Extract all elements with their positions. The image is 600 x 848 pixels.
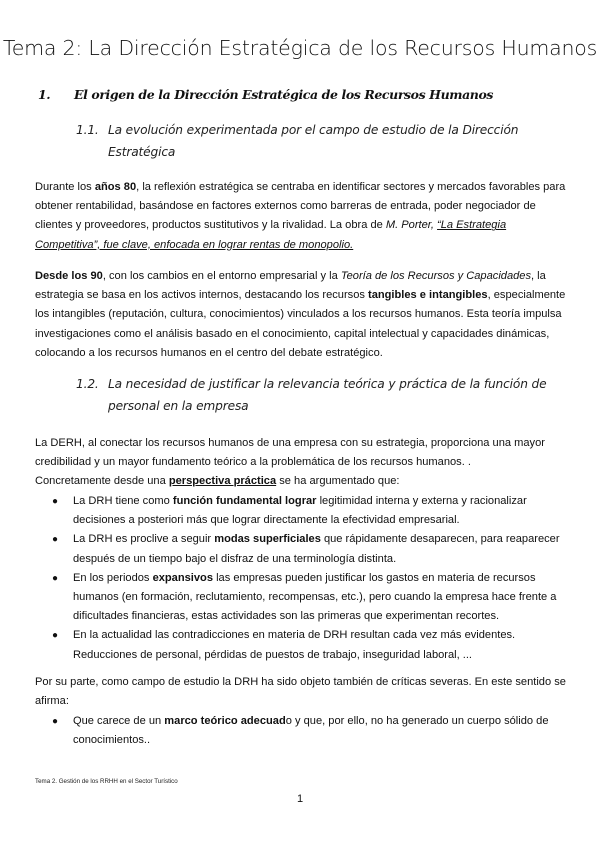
italic-text: Teoría de los Recursos y Capacidades <box>340 270 532 282</box>
page-title: Tema 2: La Dirección Estratégica de los Recursos Humanos <box>2 36 598 60</box>
section-number: 1. <box>38 87 51 102</box>
list-item: ● En los periodos expansivos las empresas pueden justificar los gastos en materia de recursos humanos (en formación, reclutamiento, recompensas, etc.), pero cuando la empresa hace frente a dificultades financieras, estas actividades son las primeras que experimentan recortes. <box>35 569 570 627</box>
text: , la estrategia se basa en los activos internos, destacando los recursos <box>35 270 546 302</box>
list-item: ● Que carece de un marco teórico adecuado y que, por ello, no ha generado un cuerpo sólido de conocimientos.. <box>35 712 570 750</box>
paragraph-2 <box>35 267 570 363</box>
subsection-line-1: La necesidad de justificar la relevancia teórica y práctica de la función de <box>108 377 547 391</box>
section-label: El origen de la Dirección Estratégica de los Recursos Humanos <box>74 87 494 102</box>
text: , la reflexión estratégica se centraba en identificar sectores y mercados favorables para obtener rentabilidad, basándose en factores externos como barreras de entrada, poder negociador de clientes y proveedores, productos sustitutivos y la rivalidad. La obra de <box>35 181 566 232</box>
bullet-list-2 <box>35 712 570 750</box>
subsection-heading-1-2 <box>76 374 546 417</box>
bold-text: Desde los 90 <box>35 270 103 282</box>
subsection-heading-1-1 <box>76 120 518 163</box>
text: La DERH, al conectar los recursos humanos de una empresa con su estrategia, proporciona una mayor credibilidad y un mayor fundamento teórico a la problemática de los recursos humanos. . <box>35 437 545 469</box>
text: Concretamente desde una <box>35 475 169 488</box>
bold-text: años 80 <box>94 181 137 193</box>
bold-underlined-text: perspectiva práctica <box>168 475 277 488</box>
text: se ha argumentado que: <box>276 475 400 488</box>
subsection-number: 1.1. <box>76 123 99 137</box>
underlined-citation: “La Estrategia Competitiva”, fue clave, enfocada en lograr rentas de monopolio. <box>35 219 507 251</box>
list-item: ● En la actualidad las contradicciones en materia de DRH resultan cada vez más evidentes. Reducciones de personal, pérdidas de puestos de trabajo, inseguridad laboral, ... <box>35 626 570 664</box>
bold-text: tangibles e intangibles <box>368 289 488 302</box>
page-footer: Tema 2. Gestión de los RRHH en el Sector Turístico <box>35 778 178 785</box>
text: , especialmente los intangibles (reputación, cultura, conocimientos) vinculados a los recursos humanos. Esta teoría impulsa investigaciones como el análisis basado en el conocimiento, capital intelectual y capacidades dinámicas, colocando a los recursos humanos en el centro del debate estratégico. <box>35 289 566 359</box>
section-heading-1 <box>38 87 493 102</box>
paragraph-3 <box>35 434 570 492</box>
italic-text: M. Porter, <box>385 219 438 232</box>
bullet-icon: ● <box>52 716 59 727</box>
subsection-number: 1.2. <box>76 377 99 391</box>
subsection-line-2: Estratégica <box>108 144 176 159</box>
bullet-icon: ● <box>52 630 59 642</box>
page-number: 1 <box>296 793 304 805</box>
text: Durante los <box>35 181 95 193</box>
subsection-line-2: personal en la empresa <box>108 398 249 413</box>
bullet-list-1 <box>35 492 570 665</box>
bullet-icon: ● <box>52 572 59 584</box>
bullet-icon: ● <box>52 496 59 507</box>
list-item: ● La DRH tiene como función fundamental lograr legitimidad interna y externa y racionalizar decisiones a posteriori más que lograr directamente la efectividad empresarial. <box>35 492 570 530</box>
subsection-line-1: La evolución experimentada por el campo de estudio de la Dirección <box>108 123 519 137</box>
paragraph-4: Por su parte, como campo de estudio la DRH ha sido objeto también de críticas severas. En este sentido se afirma: <box>35 676 566 708</box>
list-item: ● La DRH es proclive a seguir modas superficiales que rápidamente desaparecen, para reaparecer después de un tiempo bajo el disfraz de una terminología distinta. <box>35 530 570 568</box>
text: , con los cambios en el entorno empresarial y la <box>102 270 341 282</box>
paragraph-1 <box>35 178 570 255</box>
bullet-icon: ● <box>52 534 59 546</box>
